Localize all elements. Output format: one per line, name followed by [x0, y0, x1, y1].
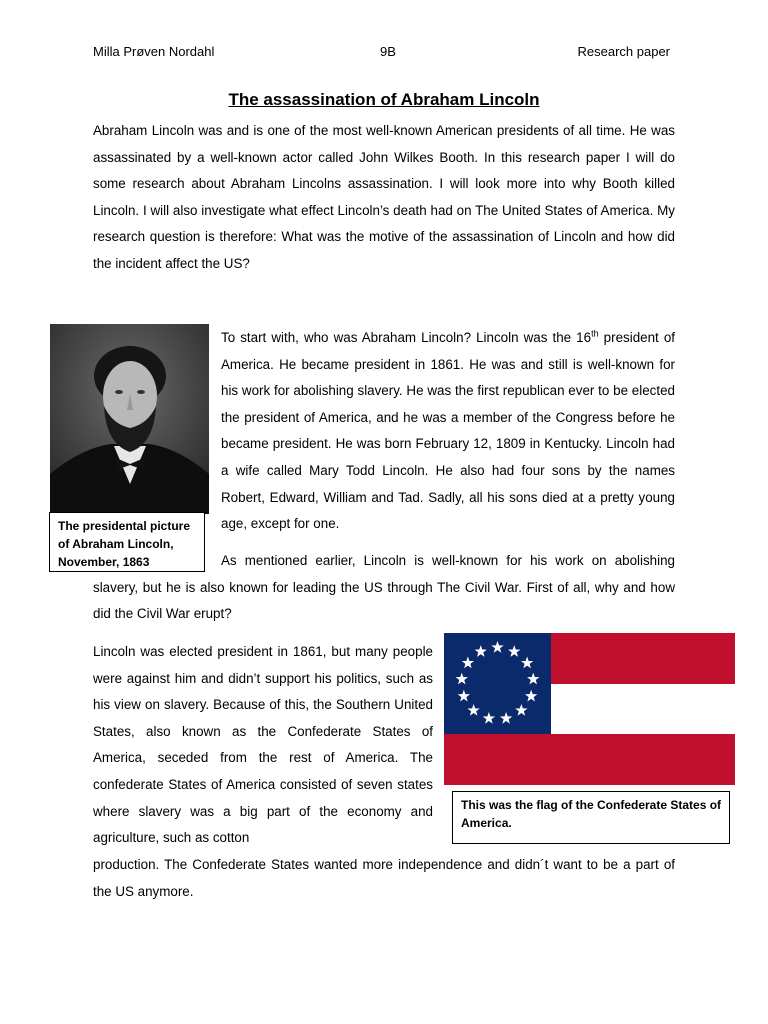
- production-paragraph: production. The Confederate States wanted more independence and didn´t want to be a part of the US anymore.: [93, 857, 675, 899]
- header-class: 9B: [380, 44, 396, 59]
- intro-paragraph: Abraham Lincoln was and is one of the most well-known American presidents of all time. He was assassinated by a well-known actor called John Wilkes Booth. In this research paper I will do some research about Abraham Lincolns assassination. I will look more into why Booth killed Lincoln. I will also investigate what effect Lincoln’s death had on The United States of America. My research question is therefore: What was the motive of the assassination of Lincoln and how did the incident affect the US?: [93, 123, 675, 271]
- who-was-lincoln-paragraph: [221, 325, 675, 538]
- page-title: The assassination of Abraham Lincoln: [228, 90, 540, 109]
- lincoln-portrait: [50, 324, 209, 514]
- flag-caption: This was the flag of the Confederate States of America.: [452, 791, 730, 844]
- ordinal-suffix: th: [591, 328, 599, 339]
- confederate-flag: [444, 633, 735, 785]
- who-text-after: president of America. He became president in 1861. He was and still is well-known for his work for abolishing slavery. He was the first republican ever to be elected the president of America, and he was a member of the Congress before he became president. He was born February 12, 1809 in Kentucky. Lincoln had a wife called Mary Todd Lincoln. He also had four sons by the names Robert, Edward, William and Tad. Sadly, all his sons died at a pretty young age, except for one.: [221, 330, 675, 532]
- portrait-caption: The presidental picture of Abraham Lincoln, November, 1863: [49, 512, 205, 572]
- header-doc-type: Research paper: [577, 44, 670, 59]
- header-author: Milla Prøven Nordahl: [93, 44, 215, 59]
- who-text-before: To start with, who was Abraham Lincoln? Lincoln was the 16: [221, 330, 592, 345]
- flag-red-stripe-bottom: [444, 734, 735, 785]
- civil-war-paragraph: As mentioned earlier, Lincoln is well-known for his work on abolishing slavery, but he is also known for leading the US through The Civil War. First of all, why and how did the Civil War erupt?: [93, 553, 675, 622]
- elected-paragraph: Lincoln was elected president in 1861, but many people were against him and didn’t support his politics, such as his view on slavery. Because of this, the Southern United States, also known as the Confederate States of America, seceded from the rest of America. The confederate States of America consisted of seven states where slavery was a big part of the economy and agriculture, such as cotton: [93, 644, 433, 846]
